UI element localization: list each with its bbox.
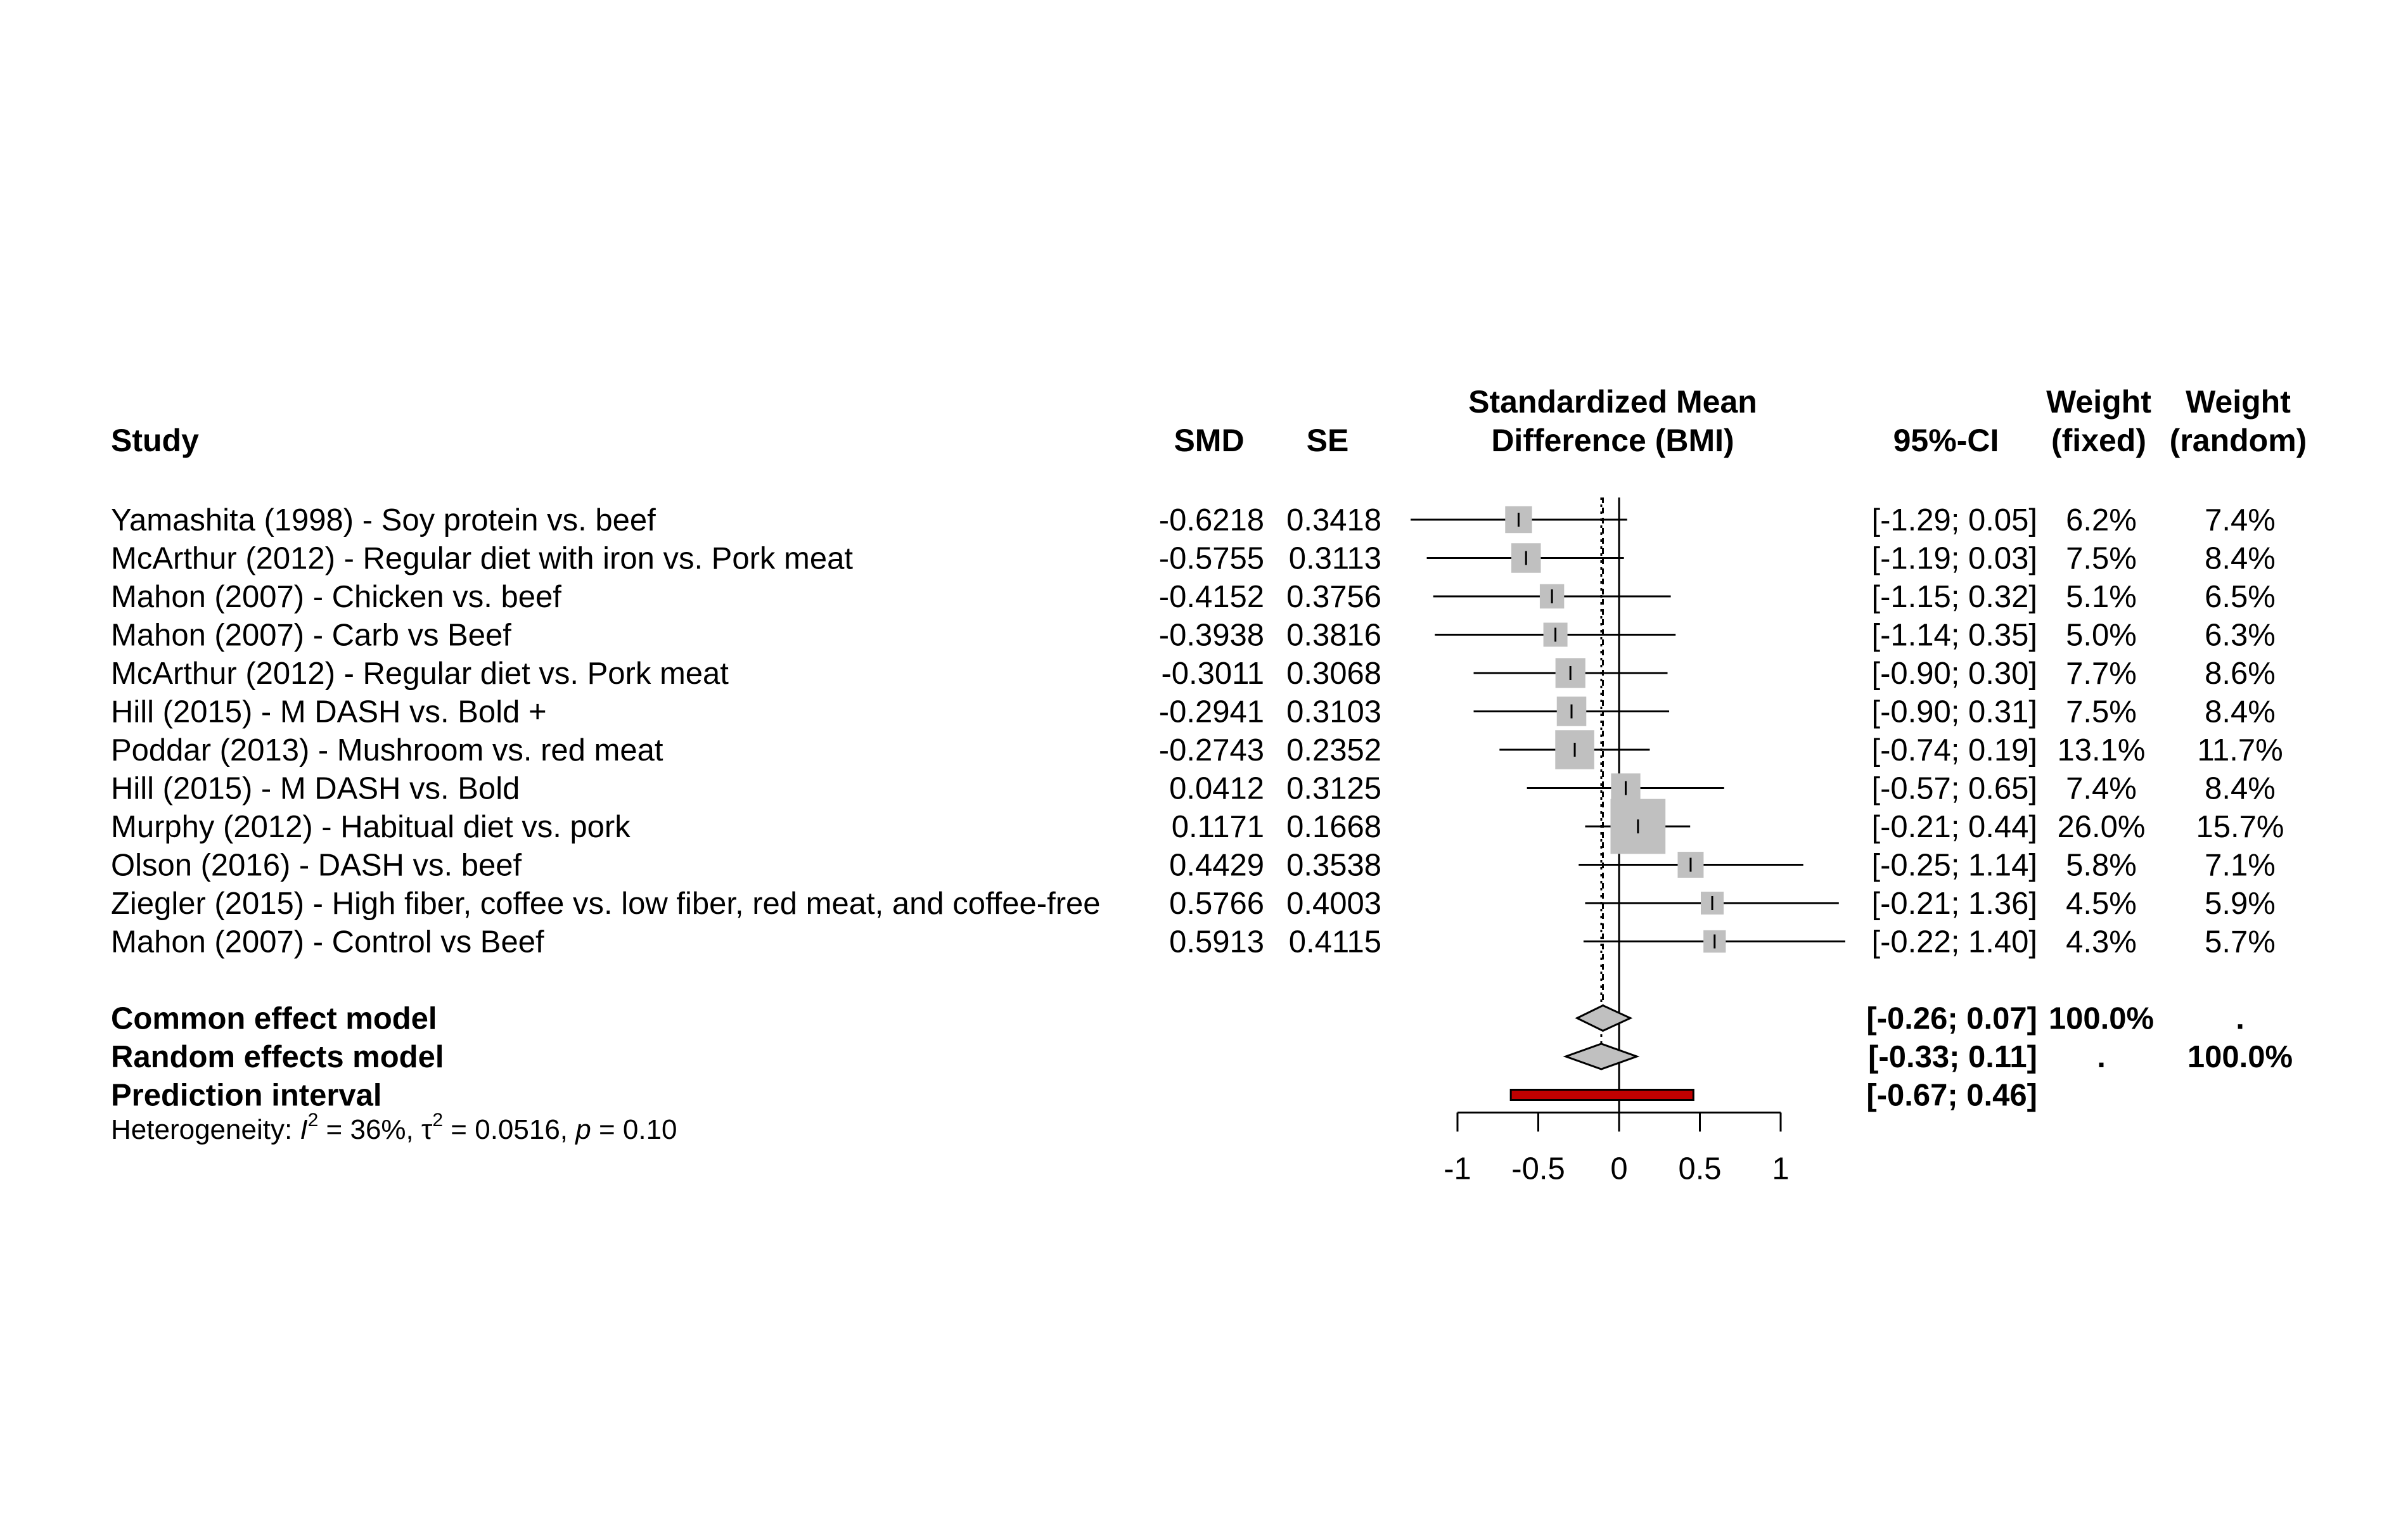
prediction-label: Prediction interval (111, 1078, 382, 1113)
x-axis-tick-label: 0 (1610, 1152, 1628, 1186)
study-label: Ziegler (2015) - High fiber, coffee vs. low fiber, red meat, and coffee-free (111, 887, 1101, 921)
summary-ci-value: [-0.26; 0.07] (1866, 1001, 2037, 1036)
header-weight-random-line2: (random) (2169, 423, 2307, 458)
header-plot-title-line1: Standardized Mean (1468, 384, 1757, 420)
study-label: Hill (2015) - M DASH vs. Bold + (111, 695, 547, 729)
weight-fixed-value: 7.5% (2066, 541, 2137, 576)
ci-value: [-0.22; 1.40] (1871, 925, 2037, 959)
summary-diamond (1577, 1006, 1630, 1031)
smd-value: 0.1171 (1171, 810, 1264, 844)
smd-value: 0.5913 (1169, 925, 1264, 959)
weight-fixed-value: 7.5% (2066, 695, 2137, 729)
p-symbol: p (575, 1114, 591, 1145)
smd-value: -0.2743 (1158, 733, 1264, 767)
header-study: Study (111, 423, 199, 458)
weight-fixed-value: 5.0% (2066, 618, 2137, 653)
weight-fixed-value: 13.1% (2057, 733, 2146, 767)
weight-fixed-value: 5.1% (2066, 580, 2137, 614)
study-label: Murphy (2012) - Habitual diet vs. pork (111, 810, 631, 844)
se-value: 0.3538 (1286, 848, 1381, 883)
header-plot-title-line2: Difference (BMI) (1491, 423, 1734, 458)
se-value: 0.3816 (1286, 618, 1381, 653)
study-rows (111, 503, 2293, 1113)
header-ci: 95%-CI (1893, 423, 1999, 458)
weight-random-value: 8.4% (2205, 541, 2276, 576)
se-value: 0.1668 (1286, 810, 1381, 844)
header-weight-fixed-line1: Weight (2046, 384, 2151, 420)
tau2-superscript: 2 (432, 1110, 444, 1131)
study-label: Yamashita (1998) - Soy protein vs. beef (111, 503, 656, 537)
smd-value: -0.3938 (1158, 618, 1264, 653)
x-axis-tick-label: 0.5 (1678, 1152, 1722, 1186)
summary-ci-value: [-0.33; 0.11] (1868, 1040, 2037, 1074)
weight-random-value: 11.7% (2197, 733, 2283, 767)
study-label: McArthur (2012) - Regular diet with iron vs. Pork meat (111, 541, 853, 576)
study-label: Mahon (2007) - Carb vs Beef (111, 618, 511, 653)
study-label: Poddar (2013) - Mushroom vs. red meat (111, 733, 663, 767)
header-weight-fixed-line2: (fixed) (2051, 423, 2146, 458)
ci-value: [-0.25; 1.14] (1871, 848, 2037, 883)
weight-random-value: 5.7% (2205, 925, 2276, 959)
header-se: SE (1306, 423, 1349, 458)
weight-fixed-value: 26.0% (2057, 810, 2146, 844)
study-label: Olson (2016) - DASH vs. beef (111, 848, 522, 883)
x-axis-tick-label: -1 (1444, 1152, 1471, 1186)
weight-random-value: 6.5% (2205, 580, 2276, 614)
se-value: 0.2352 (1286, 733, 1381, 767)
study-label: Mahon (2007) - Control vs Beef (111, 925, 544, 959)
summary-label: Random effects model (111, 1040, 444, 1074)
ci-value: [-0.74; 0.19] (1871, 733, 2037, 767)
weight-fixed-value: 5.8% (2066, 848, 2137, 883)
i2-superscript: 2 (307, 1110, 319, 1131)
weight-random-value: 8.4% (2205, 771, 2276, 806)
heterogeneity-prefix: Heterogeneity: (111, 1114, 300, 1145)
weight-random-value: 7.1% (2205, 848, 2276, 883)
summary-weight-fixed: . (2097, 1040, 2106, 1074)
smd-value: -0.6218 (1158, 503, 1264, 537)
ci-value: [-0.90; 0.31] (1871, 695, 2037, 729)
ci-value: [-0.21; 1.36] (1871, 887, 2037, 921)
ci-value: [-1.14; 0.35] (1871, 618, 2037, 653)
header-weight-random-line1: Weight (2186, 384, 2291, 420)
x-axis-tick-label: 1 (1772, 1152, 1790, 1186)
weight-fixed-value: 6.2% (2066, 503, 2137, 537)
smd-value: 0.5766 (1169, 887, 1264, 921)
se-value: 0.4115 (1288, 925, 1381, 959)
weight-fixed-value: 7.4% (2066, 771, 2137, 806)
smd-value: 0.4429 (1169, 848, 1264, 883)
weight-random-value: 8.4% (2205, 695, 2276, 729)
summary-weight-random: . (2236, 1001, 2245, 1036)
ci-value: [-1.19; 0.03] (1871, 541, 2037, 576)
smd-value: -0.4152 (1158, 580, 1264, 614)
se-value: 0.3756 (1286, 580, 1381, 614)
ci-value: [-1.29; 0.05] (1871, 503, 2037, 537)
weight-random-value: 7.4% (2205, 503, 2276, 537)
summary-label: Common effect model (111, 1001, 437, 1036)
weight-fixed-value: 4.3% (2066, 925, 2137, 959)
x-axis-tick-label: -0.5 (1511, 1152, 1565, 1186)
smd-value: -0.2941 (1158, 695, 1264, 729)
summary-diamond (1566, 1044, 1637, 1069)
study-label: Mahon (2007) - Chicken vs. beef (111, 580, 561, 614)
prediction-ci-value: [-0.67; 0.46] (1866, 1078, 2037, 1113)
se-value: 0.3113 (1288, 541, 1381, 576)
smd-value: 0.0412 (1169, 771, 1264, 806)
se-value: 0.3103 (1286, 695, 1381, 729)
weight-random-value: 5.9% (2205, 887, 2276, 921)
weight-random-value: 15.7% (2196, 810, 2284, 844)
study-label: McArthur (2012) - Regular diet vs. Pork meat (111, 657, 729, 691)
ci-value: [-0.21; 0.44] (1871, 810, 2037, 844)
p-value: = 0.10 (591, 1114, 677, 1145)
heterogeneity-text (111, 1110, 677, 1145)
summary-weight-fixed: 100.0% (2048, 1001, 2155, 1036)
plot-marks (1411, 497, 1845, 1186)
tau2-symbol: τ (421, 1114, 433, 1145)
i2-value: = 36%, (318, 1114, 421, 1145)
prediction-interval-bar (1511, 1090, 1693, 1100)
smd-value: -0.3011 (1161, 657, 1264, 691)
weight-fixed-value: 7.7% (2066, 657, 2137, 691)
ci-value: [-1.15; 0.32] (1871, 580, 2037, 614)
smd-value: -0.5755 (1158, 541, 1264, 576)
tau2-value: = 0.0516, (443, 1114, 576, 1145)
se-value: 0.4003 (1286, 887, 1381, 921)
weight-fixed-value: 4.5% (2066, 887, 2137, 921)
se-value: 0.3418 (1286, 503, 1381, 537)
summary-weight-random: 100.0% (2187, 1040, 2293, 1074)
se-value: 0.3068 (1286, 657, 1381, 691)
weight-random-value: 6.3% (2205, 618, 2276, 653)
ci-value: [-0.90; 0.30] (1871, 657, 2037, 691)
i2-symbol: I (300, 1114, 308, 1145)
weight-random-value: 8.6% (2205, 657, 2276, 691)
study-label: Hill (2015) - M DASH vs. Bold (111, 771, 520, 806)
se-value: 0.3125 (1286, 771, 1381, 806)
ci-value: [-0.57; 0.65] (1871, 771, 2037, 806)
header-smd: SMD (1174, 423, 1245, 458)
